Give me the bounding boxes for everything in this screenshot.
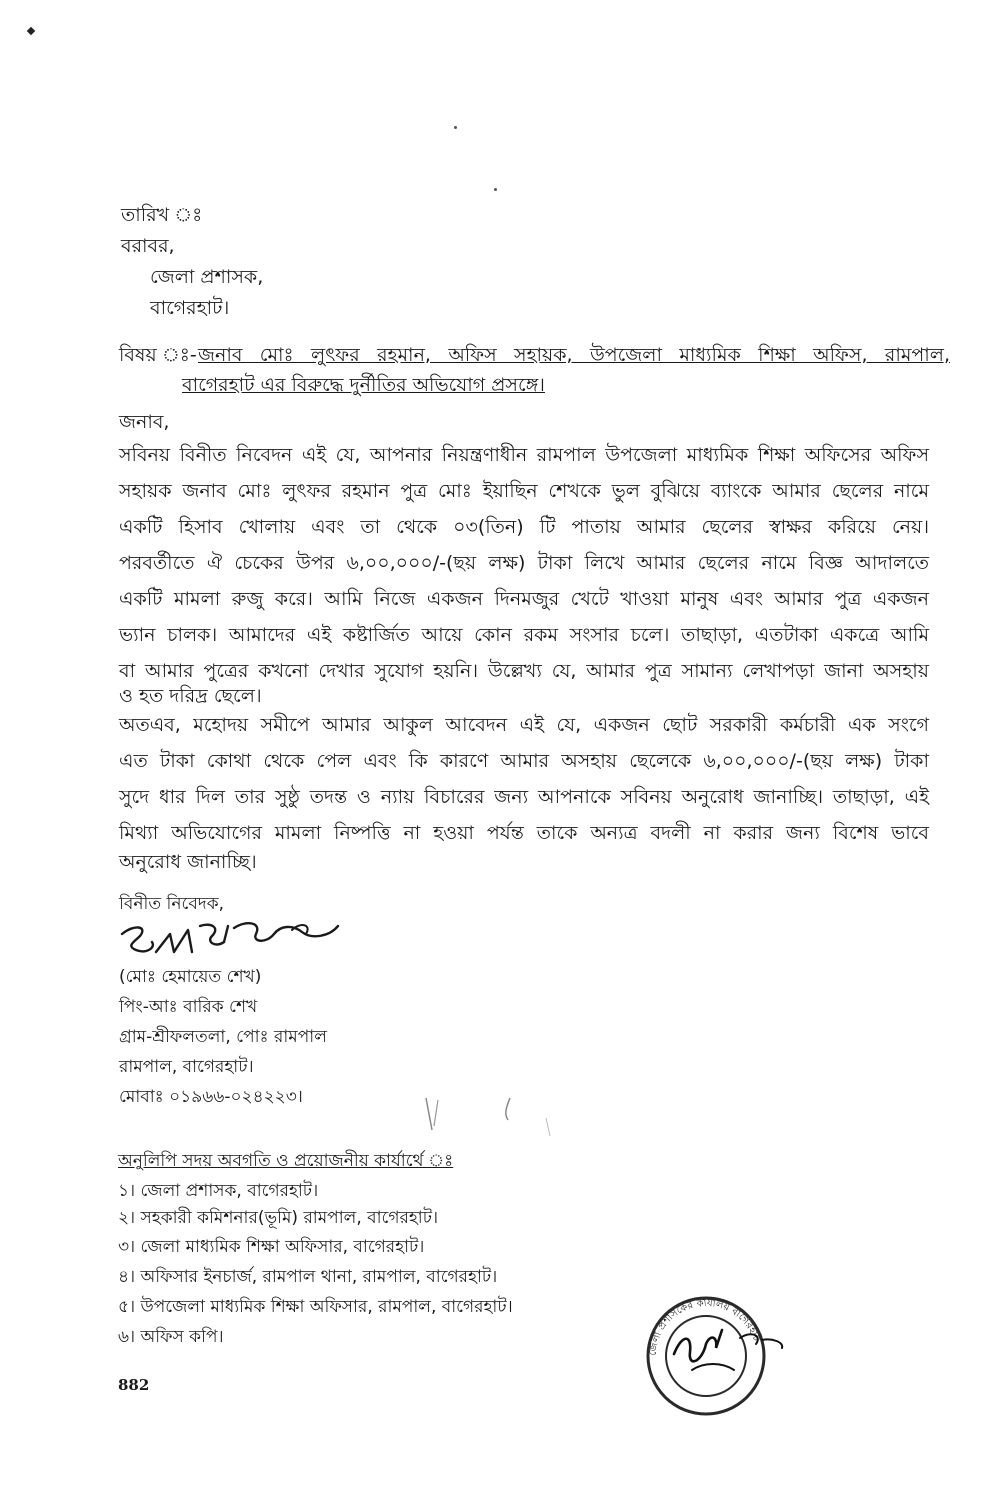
scan-speck: [494, 188, 497, 191]
recipient-title: জেলা প্রশাসক,: [150, 266, 264, 288]
sender-name: (মোঃ হেমায়েত শেখ): [119, 967, 262, 987]
cc-item: ৬। অফিস কপি।: [118, 1327, 224, 1347]
cc-item: ৪। অফিসার ইনচার্জ, রামপাল থানা, রামপাল, বাগেরহাট।: [118, 1267, 498, 1287]
body-line: সুদে ধার দিল তার সুষ্ঠু তদন্ত ও ন্যায় বিচারের জন্য আপনাকে সবিনয় অনুরোধ জানাচ্ছি। তাছাড়া, এই: [119, 786, 929, 808]
page-number: 882: [118, 1376, 150, 1394]
cc-item: ২। সহকারী কমিশনার(ভূমি) রামপাল, বাগেরহাট।: [118, 1208, 439, 1228]
signature: [116, 912, 356, 968]
body-line: মিথ্যা অভিযোগের মামলা নিষ্পত্তি না হওয়া পর্যন্ত তাকে অন্যত্র বদলী না করার জন্য বিশেষ ভাবে: [119, 822, 929, 844]
to-label: বরাবর,: [121, 235, 175, 257]
sender-mobile: মোবাঃ ০১৯৬৬-০২৪২২৩।: [119, 1087, 303, 1107]
closing: বিনীত নিবেদক,: [119, 894, 225, 914]
scan-mark: [27, 27, 35, 35]
body-line: একটি হিসাব খোলায় এবং তা থেকে ০৩(তিন) টি পাতায় আমার ছেলের স্বাক্ষর করিয়ে নেয়।: [119, 516, 929, 538]
sender-father: পিং-আঃ বারিক শেখ: [119, 997, 258, 1017]
body-line: সহায়ক জনাব মোঃ লুৎফর রহমান পুত্র মোঃ ইয়াছিন শেখকে ভুল বুঝিয়ে ব্যাংকে আমার ছেলের নামে: [119, 480, 929, 502]
subject-label: বিষয় ঃ-: [119, 344, 197, 366]
body-line: একটি মামলা রুজু করে। আমি নিজে একজন দিনমজুর খেটে খাওয়া মানুষ এবং আমার পুত্র একজন: [119, 588, 929, 610]
body-line: সবিনয় বিনীত নিবেদন এই যে, আপনার নিয়ন্ত্রণাধীন রামপাল উপজেলা মাধ্যমিক শিক্ষা অফিসের অফিস: [119, 444, 929, 466]
body-line: ও হত দরিদ্র ছেলে।: [119, 685, 262, 707]
scan-smudge: [410, 1090, 560, 1150]
subject-line-1: জনাব মোঃ লুৎফর রহমান, অফিস সহায়ক, উপজেলা মাধ্যমিক শিক্ষা অফিস, রামপাল,: [198, 344, 950, 366]
salutation: জনাব,: [119, 411, 170, 433]
cc-item: ১। জেলা প্রশাসক, বাগেরহাট।: [118, 1181, 319, 1201]
scan-speck: [454, 126, 457, 129]
cc-item: ৩। জেলা মাধ্যমিক শিক্ষা অফিসার, বাগেরহাট।: [118, 1237, 425, 1257]
sender-district: রামপাল, বাগেরহাট।: [119, 1057, 254, 1077]
office-seal: [612, 1290, 812, 1420]
body-line: ভ্যান চালক। আমাদের এই কষ্টার্জিত আয়ে কোন রকম সংসার চলে। তাছাড়া, এতটাকা একত্রে আমি: [119, 624, 929, 646]
subject-line-2: বাগেরহাট এর বিরুদ্ধে দুর্নীতির অভিযোগ প্রসঙ্গে।: [182, 374, 545, 396]
seal-text: জেলা প্রশাসকের কার্যালয় বাগেরহাট: [647, 1297, 762, 1357]
body-line: এত টাকা কোথা থেকে পেল এবং কি কারণে আমার অসহায় ছেলেকে ৬,০০,০০০/-(ছয় লক্ষ) টাকা: [119, 750, 929, 772]
body-line: পরবর্তীতে ঐ চেকের উপর ৬,০০,০০০/-(ছয় লক্ষ) টাকা লিখে আমার ছেলের নামে বিজ্ঞ আদালতে: [119, 552, 929, 574]
recipient-location: বাগেরহাট।: [150, 297, 230, 319]
body-line: বা আমার পুত্রের কখনো দেখার সুযোগ হয়নি। উল্লেখ্য যে, আমার পুত্র সামান্য লেখাপড়া জানা অসহায়: [119, 660, 929, 682]
cc-item: ৫। উপজেলা মাধ্যমিক শিক্ষা অফিসার, রামপাল, বাগেরহাট।: [118, 1297, 513, 1317]
body-line: অতএব, মহোদয় সমীপে আমার আকুল আবেদন এই যে, একজন ছোট সরকারী কর্মচারী এক সংগে: [119, 714, 929, 736]
sender-village: গ্রাম-শ্রীফলতলা, পোঃ রামপাল: [119, 1027, 327, 1047]
body-line: অনুরোধ জানাচ্ছি।: [119, 851, 257, 873]
date-label: তারিখ ঃ: [121, 204, 203, 226]
cc-title: অনুলিপি সদয় অবগতি ও প্রয়োজনীয় কার্যার্থে ঃ: [118, 1151, 454, 1171]
